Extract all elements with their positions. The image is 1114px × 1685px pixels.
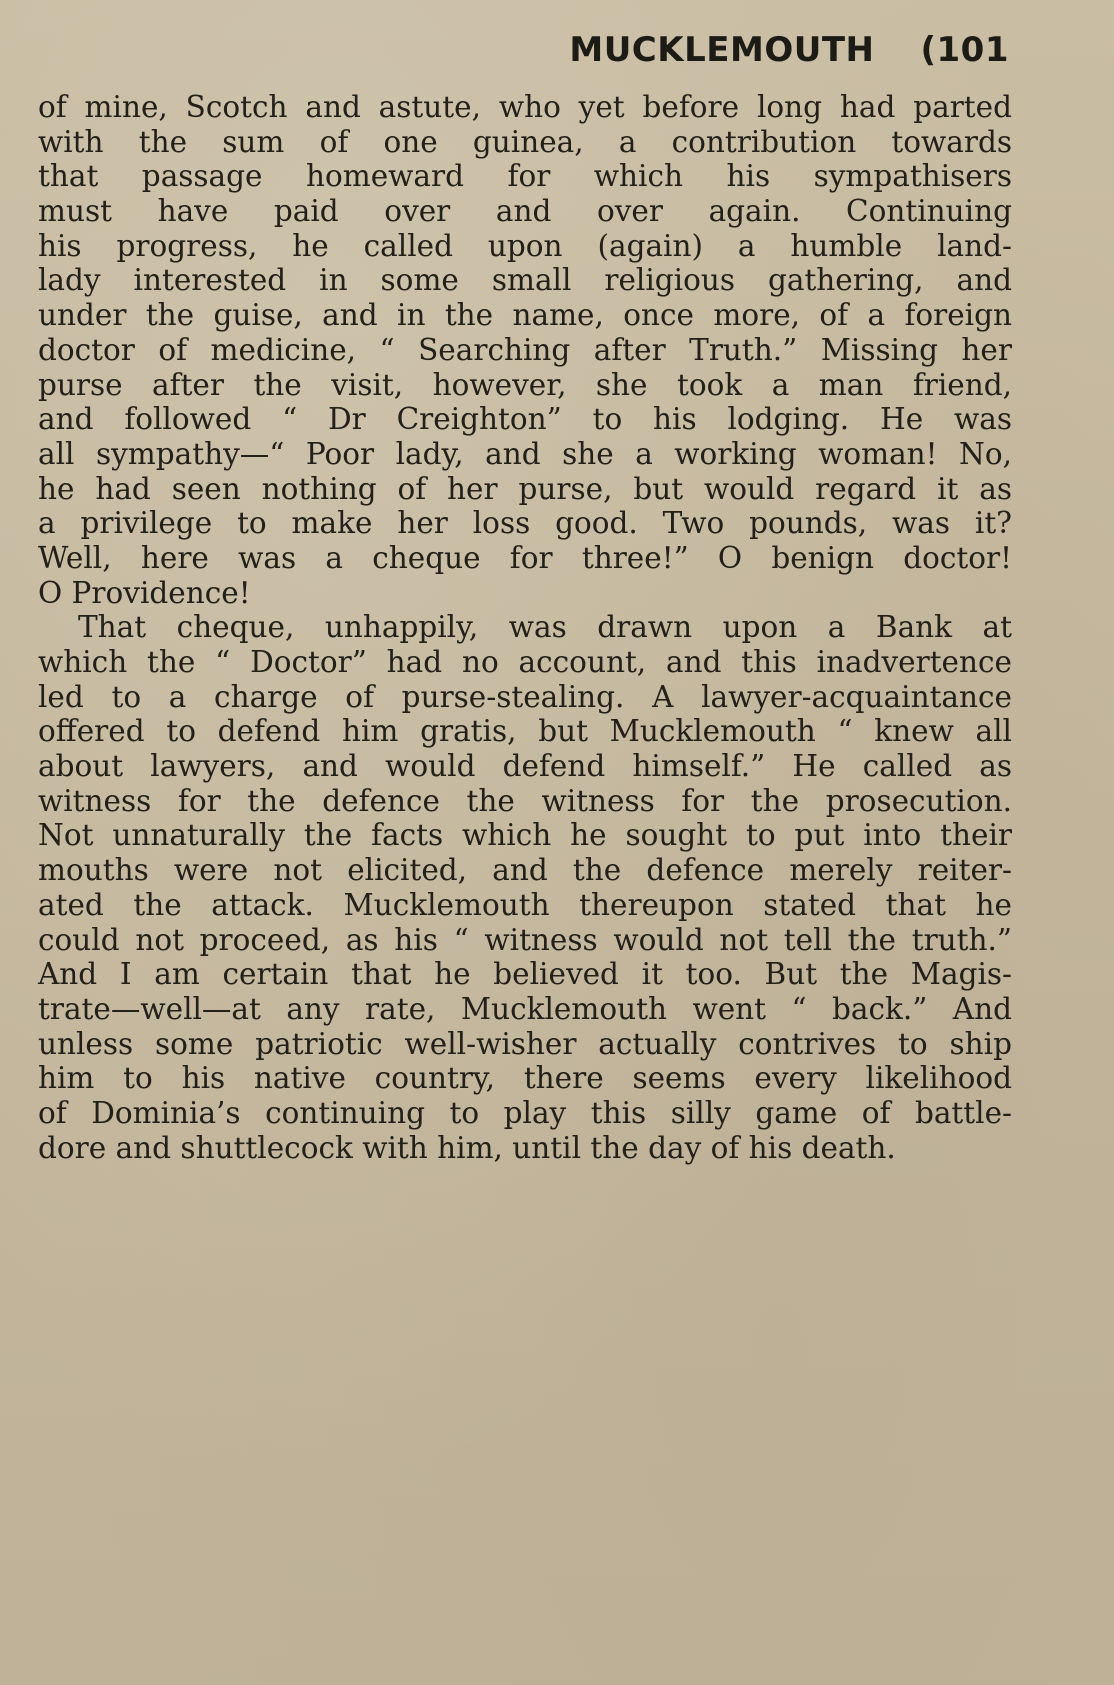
text-line: of Dominia’s continuing to play this silly game of battle- [38, 1095, 1012, 1130]
text-line: purse after the visit, however, she took a man friend, [38, 367, 1012, 402]
text-line: Well, here was a cheque for three!” O benign doctor! [38, 540, 1012, 575]
text-line: offered to defend him gratis, but Mucklemouth “ knew all [38, 714, 1012, 749]
text-line: all sympathy—“ Poor lady, and she a working woman! No, [38, 436, 1012, 471]
text-line: and followed “ Dr Creighton” to his lodging. He was [38, 402, 1012, 437]
text-line: under the guise, and in the name, once more, of a foreign [38, 298, 1012, 333]
text-line: about lawyers, and would defend himself.” He called as [38, 749, 1012, 784]
page-number: (101 [920, 30, 1009, 70]
text-line: O Providence! [38, 575, 251, 610]
body-text [38, 90, 1012, 1165]
paragraph-2 [38, 610, 1012, 1165]
text-line: trate—well—at any rate, Mucklemouth went “ back.” And [38, 991, 1012, 1026]
text-line: with the sum of one guinea, a contribution towards [38, 124, 1012, 159]
text-line: led to a charge of purse-stealing. A lawyer-acquaintance [38, 679, 1012, 714]
text-line: must have paid over and over again. Continuing [38, 194, 1012, 229]
text-line: his progress, he called upon (again) a humble land- [38, 228, 1012, 263]
text-line: lady interested in some small religious gathering, and [38, 263, 1012, 298]
text-line: which the “ Doctor” had no account, and this inadvertence [38, 645, 1012, 679]
running-head [569, 30, 1009, 70]
text-line: could not proceed, as his “ witness would not tell the truth.” [38, 922, 1012, 957]
text-line: ated the attack. Mucklemouth thereupon stated that he [38, 887, 1012, 922]
text-line: mouths were not elicited, and the defence merely reiter- [38, 853, 1012, 888]
paragraph-1 [38, 90, 1012, 610]
text-line: Not unnaturally the facts which he sought to put into their [38, 818, 1012, 853]
text-line: And I am certain that he believed it too. But the Magis- [38, 957, 1012, 992]
text-line: dore and shuttlecock with him, until the day of his death. [38, 1130, 896, 1165]
text-line: witness for the defence the witness for the prosecution. [38, 783, 1012, 818]
text-line: of mine, Scotch and astute, who yet before long had parted [38, 90, 1012, 124]
text-line: That cheque, unhappily, was drawn upon a Bank at [78, 610, 1012, 645]
text-line: unless some patriotic well-wisher actually contrives to ship [38, 1026, 1012, 1061]
text-line: that passage homeward for which his sympathisers [38, 159, 1012, 194]
text-line: him to his native country, there seems every likelihood [38, 1061, 1012, 1096]
text-line: doctor of medicine, “ Searching after Truth.” Missing her [38, 332, 1012, 367]
text-line: he had seen nothing of her purse, but would regard it as [38, 471, 1012, 506]
running-head-title: MUCKLEMOUTH [569, 30, 875, 70]
text-line: a privilege to make her loss good. Two pounds, was it? [38, 506, 1012, 541]
